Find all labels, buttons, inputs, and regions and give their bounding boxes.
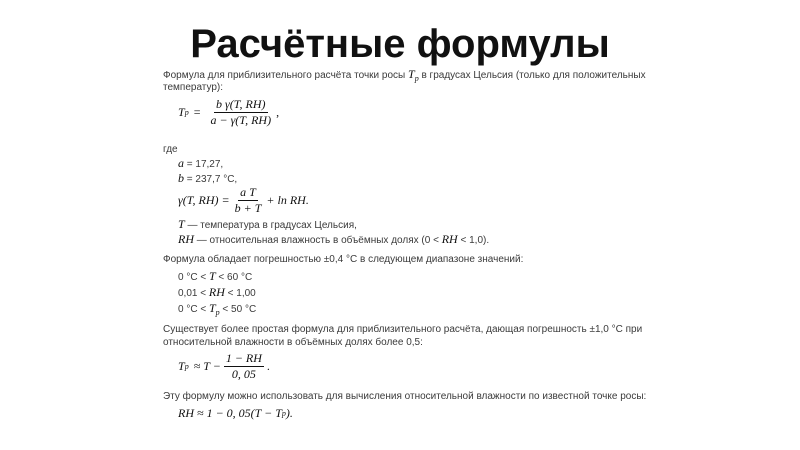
range-tp-left: 0 °C < bbox=[178, 304, 209, 315]
formula1-lhs: T bbox=[178, 105, 185, 119]
formula2-lhs: T bbox=[178, 359, 185, 373]
def-b-value: = 237,7 °C, bbox=[184, 174, 238, 185]
intro-text: Формула для приблизительного расчёта точки росы bbox=[163, 70, 408, 81]
formula1-fraction bbox=[208, 98, 273, 127]
formula-rh bbox=[178, 406, 293, 421]
intro-line2: температур): bbox=[163, 82, 224, 93]
range-t-right: < 60 °C bbox=[215, 272, 253, 283]
range-t-left: 0 °C < bbox=[178, 272, 209, 283]
gamma-fraction bbox=[233, 186, 264, 215]
range-rh-symbol: RH bbox=[208, 285, 225, 299]
formula2-fraction bbox=[224, 352, 264, 381]
def-b bbox=[178, 172, 237, 186]
gamma-denominator: b + T bbox=[234, 201, 262, 215]
formula1-numerator: b γ(T, RH) bbox=[216, 97, 266, 111]
dew-point-symbol: T bbox=[408, 67, 415, 81]
gamma-lhs: γ(T, RH) = bbox=[178, 193, 230, 207]
def-t-symbol: T bbox=[178, 217, 185, 231]
formula-simple bbox=[178, 352, 270, 381]
def-rh bbox=[178, 233, 489, 247]
formula-dew-point bbox=[178, 98, 279, 127]
rh-paragraph: Эту формулу можно использовать для вычисления относительной влажности по известной точке росы: bbox=[163, 391, 647, 402]
def-rh-text-end: < 1,0). bbox=[457, 235, 490, 246]
formula3-tail: ). bbox=[285, 406, 293, 420]
formula3-sub: p bbox=[281, 409, 286, 418]
formula2-lhs-sub: p bbox=[184, 362, 189, 371]
formula-gamma bbox=[178, 186, 309, 215]
range-rh-left: 0,01 < bbox=[178, 288, 209, 299]
range-tp-subscript: p bbox=[215, 308, 220, 317]
def-a-value: = 17,27, bbox=[184, 159, 224, 170]
intro-paragraph bbox=[163, 68, 646, 85]
range-t bbox=[178, 270, 252, 284]
range-rh bbox=[178, 286, 256, 300]
gamma-tail: + ln RH. bbox=[266, 193, 309, 207]
formula2-denominator: 0, 05 bbox=[231, 367, 256, 381]
slide-title: Расчётные формулы bbox=[190, 22, 610, 66]
range-rh-right: < 1,00 bbox=[224, 288, 256, 299]
def-rh-text: — относительная влажность в объёмных долях (0 < bbox=[194, 235, 442, 246]
def-t-text: — температура в градусах Цельсия, bbox=[184, 220, 357, 231]
def-rh-symbol-2: RH bbox=[441, 232, 458, 246]
simple-paragraph-line1: Существует более простая формула для приблизительного расчёта, дающая погрешность ±1,0 °C при bbox=[163, 324, 643, 335]
def-rh-symbol: RH bbox=[178, 232, 194, 246]
def-a bbox=[178, 157, 223, 171]
gamma-numerator: a T bbox=[240, 185, 256, 199]
range-tp-right: < 50 °C bbox=[219, 304, 257, 315]
formula2-approx: ≈ T − bbox=[193, 359, 221, 373]
intro-text-cont: в градусах Цельсия (только для положительных bbox=[418, 70, 646, 81]
formula1-lhs-sub: p bbox=[184, 108, 189, 117]
formula3-body: RH ≈ 1 − 0, 05(T − T bbox=[178, 406, 282, 420]
formula1-equals: = bbox=[193, 105, 201, 119]
formula1-tail: , bbox=[276, 105, 280, 119]
formula1-denominator: a − γ(T, RH) bbox=[210, 113, 272, 127]
range-tp-symbol: T bbox=[208, 301, 216, 315]
def-t bbox=[178, 218, 357, 232]
range-tp bbox=[178, 302, 256, 319]
range-t-symbol: T bbox=[208, 269, 216, 283]
dew-point-subscript: p bbox=[414, 74, 419, 83]
def-a-symbol: a bbox=[178, 156, 184, 170]
formula2-tail: . bbox=[266, 359, 270, 373]
def-b-symbol: b bbox=[178, 171, 184, 185]
error-paragraph: Формула обладает погрешностью ±0,4 °C в следующем диапазоне значений: bbox=[163, 254, 524, 265]
simple-paragraph-line2: относительной влажности в объёмных долях более 0,5: bbox=[163, 337, 423, 348]
formula2-numerator: 1 − RH bbox=[225, 351, 262, 365]
where-label: где bbox=[163, 144, 178, 155]
